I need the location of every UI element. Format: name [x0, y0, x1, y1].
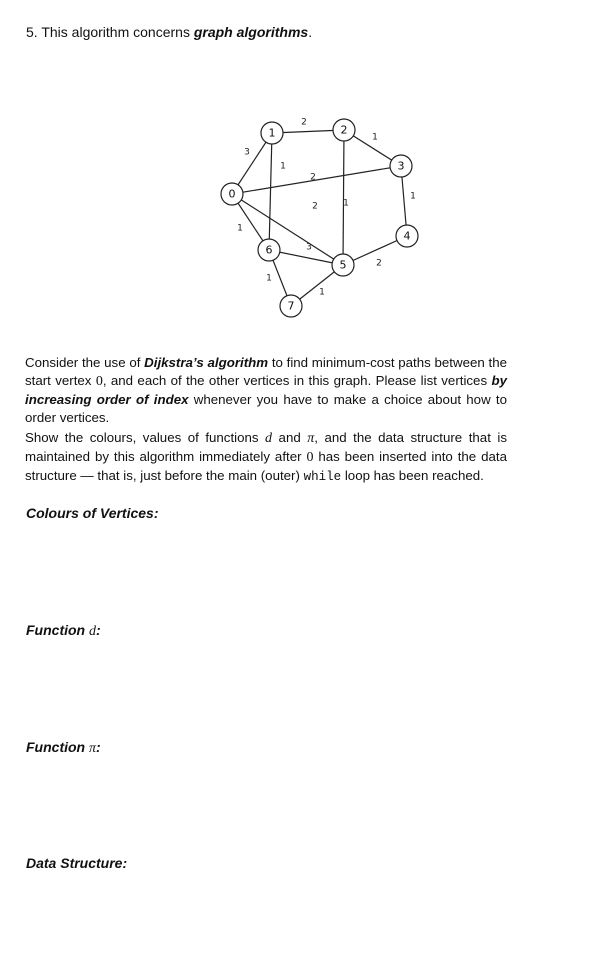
p2-text-c: has been inserted into the data structure — that is, just before the main (outer): [25, 449, 507, 483]
edge-weight-3-4: 1: [410, 191, 416, 202]
vertex-label-0: 0: [228, 187, 236, 201]
edge-weight-2-3: 1: [372, 132, 378, 143]
p1-algorithm-name: Dijkstra’s algorithm: [144, 355, 269, 370]
question-end: .: [308, 24, 313, 40]
colours-of-vertices-heading: Colours of Vertices:: [26, 505, 159, 521]
p2-function-pi: π: [307, 431, 315, 446]
edge-weight-1-6: 1: [280, 161, 286, 172]
function-pi-symbol: π: [89, 741, 97, 756]
p2-while-keyword: while: [303, 470, 342, 484]
p2-text-b: , and the data structure that is maintained by this algorithm immediately after: [25, 430, 507, 464]
question-number: 5.: [26, 24, 38, 40]
vertex-label-2: 2: [340, 123, 348, 137]
vertex-5: [332, 254, 354, 276]
vertex-7: [280, 295, 302, 317]
edge-weight-0-3: 2: [310, 172, 316, 183]
vertex-label-3: 3: [397, 159, 405, 173]
graph-diagram: [0, 0, 608, 340]
function-d-heading: [26, 622, 101, 640]
function-pi-colon: :: [96, 739, 101, 755]
vertex-label-6: 6: [265, 243, 273, 257]
function-d-colon: :: [96, 622, 101, 638]
edge-1-6: [269, 133, 272, 250]
p1-text-f: whenever you have to make a choice about how to order vertices.: [25, 392, 507, 425]
vertex-1: [261, 122, 283, 144]
p2-start-vertex: 0: [306, 450, 314, 465]
vertex-3: [390, 155, 412, 177]
vertex-label-4: 4: [403, 229, 411, 243]
vertex-label-5: 5: [339, 258, 347, 272]
edge-weight-7-5: 1: [319, 287, 325, 298]
instructions-paragraph-1: [25, 354, 507, 427]
vertex-2: [333, 119, 355, 141]
edge-weight-1-2: 2: [301, 117, 307, 128]
p2-and: and: [278, 430, 301, 445]
instructions-paragraph-2: [25, 429, 507, 486]
edge-weight-0-1: 3: [244, 147, 250, 158]
edge-0-3: [232, 166, 401, 194]
p1-ordering-rule: by increasing order of index: [25, 373, 507, 407]
p1-text-a: Consider the use of: [25, 355, 141, 370]
vertex-label-1: 1: [268, 126, 276, 140]
edge-weight-6-7: 1: [266, 273, 272, 284]
edge-weight-0-5: 2: [312, 201, 318, 212]
edge-weight-0-6: 1: [237, 223, 243, 234]
data-structure-heading: Data Structure:: [26, 855, 128, 871]
edge-weight-2-5: 1: [343, 198, 349, 209]
question-lead: This algorithm concerns: [41, 24, 190, 40]
p2-text-e: loop has been reached.: [344, 468, 484, 483]
question-topic: graph algorithms: [193, 24, 309, 40]
edge-weight-5-4: 2: [376, 258, 382, 269]
function-d-symbol: d: [89, 624, 96, 639]
p1-start-vertex: 0: [95, 374, 103, 389]
function-d-prefix: Function: [26, 622, 86, 638]
vertex-0: [221, 183, 243, 205]
function-pi-prefix: Function: [26, 739, 86, 755]
function-pi-heading: [26, 739, 101, 757]
edge-2-5: [343, 130, 344, 265]
vertex-6: [258, 239, 280, 261]
edge-weight-6-5: 3: [306, 242, 312, 253]
vertex-label-7: 7: [287, 299, 295, 313]
p1-text-d: , and each of the other vertices in this graph. Please list vertices: [102, 373, 488, 388]
vertex-4: [396, 225, 418, 247]
p1-text-c: to find minimum-cost paths between the start vertex: [25, 355, 507, 388]
p2-text-a: Show the colours, values of functions: [25, 430, 259, 445]
p2-function-d: d: [265, 431, 273, 446]
